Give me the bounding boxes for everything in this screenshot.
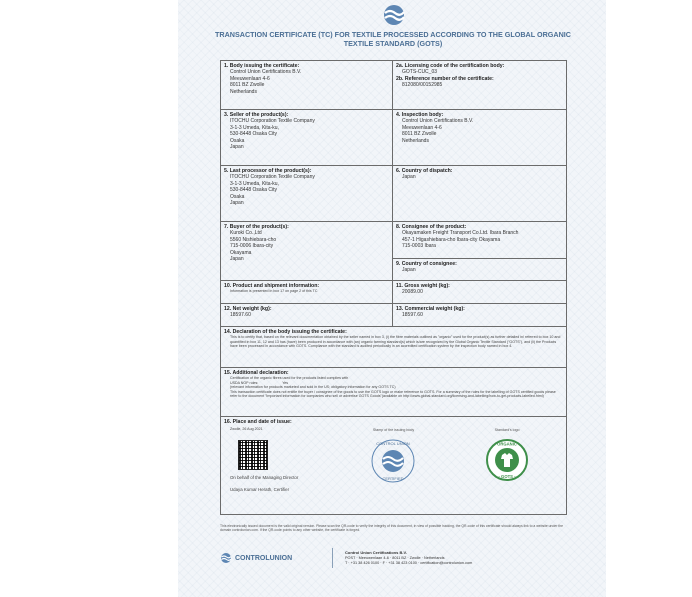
box-3-line: ITOCHU Corporation Textile Company xyxy=(230,118,315,125)
certificate-title: TRANSACTION CERTIFICATE (TC) FOR TEXTILE PROCESSED ACCORDING TO THE GLOBAL ORGANIC TEXTILE STANDARD (GOTS) xyxy=(215,30,571,48)
box-13-value: 18597.60 xyxy=(402,312,423,319)
stamp-column xyxy=(338,427,450,492)
box-2 xyxy=(393,61,566,109)
box-4-line: 8011 BZ Zwolle xyxy=(402,131,437,138)
row-16 xyxy=(221,417,566,514)
box-1-label: 1. Body issuing the certificate: xyxy=(224,63,300,69)
box-16-label: 16. Place and date of issue: xyxy=(224,419,292,425)
signatory-name: Udaya Kumar Herath, Certifier xyxy=(230,487,290,493)
box-6-label: 6. Country of dispatch: xyxy=(396,168,453,174)
footer-brand-name: CONTROLUNION xyxy=(235,554,293,562)
box-4-line: Netherlands xyxy=(402,137,429,144)
box-8-9 xyxy=(393,222,566,280)
box-12-value: 18597.60 xyxy=(230,312,251,319)
footer xyxy=(220,545,565,571)
box-8-label: 8. Consignee of the product: xyxy=(396,224,467,230)
box-1-line: Control Union Certifications B.V. xyxy=(230,69,302,76)
box-4 xyxy=(393,110,566,165)
box-7-line: 715-0006 Ibara-city xyxy=(230,243,274,250)
certificate-grid xyxy=(220,60,567,515)
box-3-line: Osaka xyxy=(230,137,245,144)
box-5 xyxy=(221,166,393,221)
box-9-label: 9. Country of consignee: xyxy=(396,261,457,267)
row-15 xyxy=(221,368,566,417)
box-16 xyxy=(221,417,566,514)
footer-brand xyxy=(220,552,320,564)
box-3 xyxy=(221,110,393,165)
place-date: Zwolle, 26 Aug 2021 xyxy=(230,427,263,432)
box-10-value: Information is presented in box 17 on page 2 of this TC xyxy=(230,289,318,294)
box-3-line: 3-1-3 Umeda, Kita-ku, xyxy=(230,124,279,131)
box-5-line: 3-1-3 Umeda, Kita-ku, xyxy=(230,180,279,187)
certificate-page xyxy=(178,0,606,597)
certified-stamp-icon xyxy=(370,438,416,484)
stamp-caption: Stamp of the issuing body xyxy=(372,428,415,433)
box-3-line: 530-8448 Osaka City xyxy=(230,131,277,138)
box-6-value: Japan xyxy=(402,174,416,181)
box-13-label: 13. Commercial weight (kg): xyxy=(396,306,465,312)
footer-contact: T · +31 38 426 0100 · F · +31 38 423 0100 · certification@controlunion.com xyxy=(345,561,473,565)
box-2b-value: 812080/00152985 xyxy=(402,82,443,89)
footer-divider xyxy=(332,548,333,568)
box-10-label: 10. Product and shipment information: xyxy=(224,283,320,289)
box-4-label: 4. Inspection body: xyxy=(396,112,444,118)
box-15-line: (relevant information for products marketed and sold in the US; obligatory information for any GOTS TC) xyxy=(230,385,396,390)
logo-caption: Standard's logo xyxy=(494,428,520,433)
box-7-line: Okayama xyxy=(230,249,252,256)
row-12 xyxy=(221,304,566,327)
row-14 xyxy=(221,327,566,368)
footer-note: This electronically issued document is the valid original version. Please scan the QR-code to verify the integrity of this document, in view of possible hacking, the QR-code of this certificate should always link to a website under the domain controlunion.com. If the QR-code points to any other website, the certificate is forged. xyxy=(220,524,564,533)
box-8-line: 457-1 Higashiebara-cho Ibara-city Okayama xyxy=(402,236,501,243)
box-15-line: USDA NOP rules: Yes xyxy=(230,380,289,385)
box-9-value: Japan xyxy=(402,267,416,274)
box-15 xyxy=(221,368,566,416)
box-12 xyxy=(221,304,393,326)
box-5-line: Japan xyxy=(230,200,244,207)
svg-text:- GOTS -: - GOTS - xyxy=(498,473,516,479)
box-2a-label: 2a. Licensing code of the certification body: xyxy=(396,63,505,69)
box-4-line: Control Union Certifications B.V. xyxy=(402,118,474,125)
footer-address-block xyxy=(345,550,472,566)
box-14-text: This is to certify that, based on the relevant documentation obtained by the seller named in box 3, (i) the fibre materials outlined as "organic" used for the product(s) as further detailed in/ referred to box 10 and quantified in box 11, 12 and 13 has (have) been produced in accordance with (an) organic farming standard(s) which is/are recognized by the Global Organic Textile Standard ("GOTS"), and (ii) the Products have been processed in accordance with GOTS. Compliance with the standard is audited periodically in an accredited certification system by the inspection body named in box 4. xyxy=(230,335,561,349)
box-1-line: 8011 BZ Zwolle xyxy=(230,82,265,89)
control-union-small-logo-icon xyxy=(220,552,232,564)
box-7-label: 7. Buyer of the product(s): xyxy=(224,224,289,230)
control-union-logo xyxy=(382,4,406,26)
box-15-line: This transaction certificate does not entitle the buyer / consignee of the goods to use the GOTS logo or make reference to GOTS. For a summary of the rules for the labelling of GOTS certified goods please refer to the document "Important information for companies who sell or advertise GOTS Goods"(available on http://www.global-standard.org/licensing-and-labelling/how-to-get-products-labelled.html) xyxy=(230,389,556,399)
box-7-line: 5560 Nishiebara-cho xyxy=(230,236,277,243)
box-1-line: Meeuwenlaan 4-6 xyxy=(230,75,270,82)
box-15-label: 15. Additional declaration: xyxy=(224,370,289,376)
box-5-line: 530-8448 Osaka City xyxy=(230,187,277,194)
box-3-line: Japan xyxy=(230,144,244,151)
box-5-line: Osaka xyxy=(230,193,245,200)
box-7 xyxy=(221,222,393,280)
box-7-line: Japan xyxy=(230,256,244,263)
box-6 xyxy=(393,166,566,221)
footer-company: Control Union Certifications B.V. xyxy=(345,550,407,555)
box-14-label: 14. Declaration of the body issuing the certificate: xyxy=(224,329,347,335)
box-10 xyxy=(221,281,393,303)
row-7 xyxy=(221,222,566,281)
box-11 xyxy=(393,281,566,303)
box-8-line: 715-0003 Ibara xyxy=(402,243,436,250)
row-3 xyxy=(221,110,566,166)
row-1 xyxy=(221,61,566,110)
box-8 xyxy=(393,222,566,259)
box-8-line: Okayamaken Freight Transport Co.Ltd. Ibara Branch xyxy=(402,230,519,237)
box-4-line: Meeuwenlaan 4-6 xyxy=(402,124,442,131)
box-15-line: Certification of the organic fibres used for the products listed complies with xyxy=(230,376,349,381)
qr-code-icon xyxy=(238,440,268,470)
box-12-label: 12. Net weight (kg): xyxy=(224,306,272,312)
box-5-label: 5. Last processor of the product(s): xyxy=(224,168,312,174)
box-5-line: ITOCHU Corporation Textile Company xyxy=(230,174,315,181)
box-1 xyxy=(221,61,393,109)
box-11-value: 20089.00 xyxy=(402,289,423,296)
svg-text:CERTIFIED: CERTIFIED xyxy=(382,475,405,481)
box-3-label: 3. Seller of the product(s): xyxy=(224,112,289,118)
box-14 xyxy=(221,327,566,367)
box-13 xyxy=(393,304,566,326)
box-11-label: 11. Gross weight (kg): xyxy=(396,283,450,289)
on-behalf-text: On behalf of the Managing Director xyxy=(230,474,299,480)
row-5 xyxy=(221,166,566,222)
box-2a-value: GOTS-CUC_03 xyxy=(402,69,438,76)
svg-text:CONTROL UNION: CONTROL UNION xyxy=(376,440,411,446)
signature-area xyxy=(224,425,563,492)
gots-logo-icon xyxy=(485,438,529,482)
svg-text:ORGANIC: ORGANIC xyxy=(497,441,517,447)
row-10 xyxy=(221,281,566,304)
box-9 xyxy=(393,259,566,276)
box-7-line: Kuroki Co.,Ltd xyxy=(230,230,262,237)
box-2b-label: 2b. Reference number of the certificate: xyxy=(396,75,494,82)
box-1-line: Netherlands xyxy=(230,88,257,95)
footer-address: POST · Meeuwenlaan 4-6 · 8011 BZ · Zwolle · Netherlands xyxy=(345,556,445,560)
standard-logo-column xyxy=(451,427,563,492)
issue-column xyxy=(224,427,336,492)
